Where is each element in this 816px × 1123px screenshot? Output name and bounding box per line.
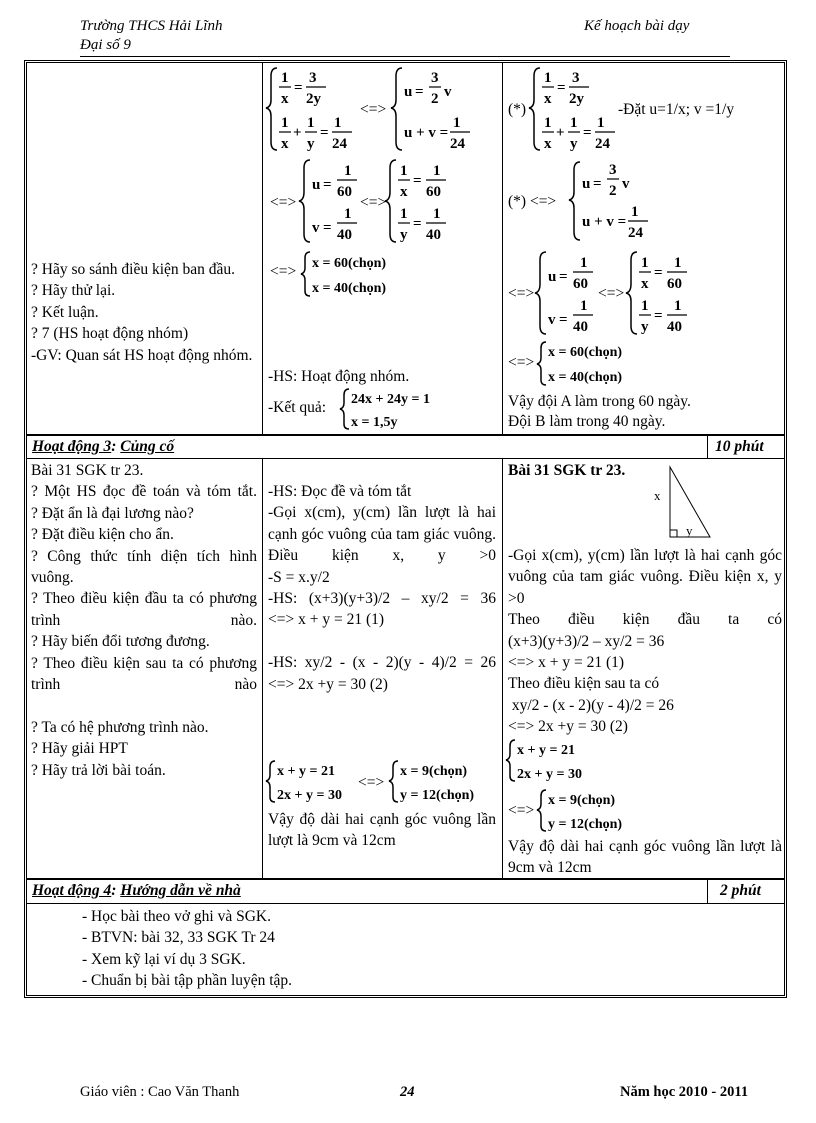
row-divider bbox=[26, 458, 785, 459]
footer-teacher: Giáo viên : Cao Văn Thanh bbox=[80, 1084, 240, 1100]
frac-num: 1 bbox=[453, 115, 461, 131]
frac-num: 1 bbox=[344, 206, 352, 222]
document-title: Kế hoạch bài dạy bbox=[584, 18, 690, 34]
solution-line: x = 9(chọn) bbox=[548, 793, 616, 808]
board-line: (x+3)(y+3)/2 – xy/2 = 36 bbox=[508, 632, 665, 650]
equiv-sign: <=> bbox=[508, 285, 535, 302]
system-line: x + y = 21 bbox=[277, 764, 335, 779]
frac-den: x bbox=[400, 184, 408, 200]
frac-num: 1 bbox=[597, 115, 605, 131]
frac-den: y bbox=[570, 136, 578, 152]
frac-num: 1 bbox=[307, 115, 315, 131]
frac-den: 24 bbox=[450, 136, 465, 152]
equiv-sign: <=> bbox=[270, 263, 297, 280]
frac-den: 40 bbox=[337, 227, 352, 243]
step-line: -HS: Đọc đề và tóm tắt bbox=[268, 483, 412, 500]
row-divider bbox=[26, 903, 785, 904]
frac-den: x bbox=[281, 91, 289, 107]
conclusion-line: Vậy đội A làm trong 60 ngày. bbox=[508, 393, 691, 410]
frac-den: y bbox=[307, 136, 315, 152]
eq-sign: = bbox=[559, 269, 568, 285]
eq-sign: = bbox=[413, 173, 422, 189]
board-line: <=> x + y = 21 (1) bbox=[508, 654, 625, 672]
frac-den: 60 bbox=[573, 276, 588, 292]
system-line: 2x + y = 30 bbox=[277, 788, 342, 803]
board-line: xy/2 - (x - 2)(y - 4)/2 = 26 bbox=[508, 696, 674, 714]
column-divider bbox=[262, 458, 263, 878]
question-line: ? Hãy so sánh điều kiện ban đầu. bbox=[31, 261, 236, 278]
equiv-sign: <=> bbox=[508, 354, 535, 371]
system-line: x + y = 21 bbox=[517, 743, 575, 758]
eq-sign: = bbox=[654, 265, 663, 281]
step-line: <=> 2x +y = 30 (2) bbox=[268, 675, 388, 693]
frac-den: 2 bbox=[431, 91, 439, 107]
spacer bbox=[268, 631, 496, 652]
step-line: -Gọi x(cm), y(cm) lần lượt là hai cạnh góc vuông của tam giác vuông. Điều kiện x, y >0 bbox=[268, 504, 496, 565]
board-line: Theo điều kiện sau ta có bbox=[508, 675, 660, 693]
frac-num: 1 bbox=[544, 115, 552, 131]
frac-num: 1 bbox=[674, 255, 682, 271]
var-u: u bbox=[582, 176, 591, 192]
eq-sign: = bbox=[323, 220, 332, 236]
frac-num: 1 bbox=[674, 298, 682, 314]
activity3-header: Hoạt động 3: Củng cố bbox=[32, 438, 175, 455]
solution-line: x = 40(chọn) bbox=[548, 370, 623, 385]
step-line: ? Theo điều kiện đầu ta có phương trình nào. bbox=[31, 590, 257, 629]
spacer bbox=[31, 695, 257, 716]
time-divider bbox=[707, 878, 708, 903]
triangle-label-x: x bbox=[654, 488, 661, 503]
frac-den: 24 bbox=[332, 136, 347, 152]
var-v: v bbox=[548, 312, 556, 328]
frac-num: 3 bbox=[572, 70, 580, 86]
frac-den: 2y bbox=[569, 91, 584, 107]
frac-den: 60 bbox=[337, 184, 352, 200]
teacher-steps bbox=[31, 460, 257, 781]
frac-den: 40 bbox=[667, 319, 682, 335]
frac-num: 1 bbox=[400, 163, 408, 179]
step-line: ? Hãy giải HPT bbox=[31, 740, 128, 758]
frac-num: 1 bbox=[641, 298, 649, 314]
activity3-time: 10 phút bbox=[715, 438, 764, 455]
frac-num: 3 bbox=[309, 70, 317, 86]
frac-den: 24 bbox=[628, 225, 643, 241]
column-divider bbox=[262, 62, 263, 434]
activity3-title: Hoạt động 3 bbox=[32, 438, 112, 455]
frac-num: 1 bbox=[433, 163, 441, 179]
student-steps bbox=[268, 481, 496, 695]
step-line: -HS: (x+3)(y+3)/2 – xy/2 = 36 bbox=[268, 590, 496, 608]
frac-den: y bbox=[400, 227, 408, 243]
homework-item: - Chuẩn bị bài tập phần luyện tập. bbox=[82, 972, 293, 990]
plus-sign: + bbox=[556, 125, 565, 141]
frac-num: 1 bbox=[544, 70, 552, 86]
student-math bbox=[264, 62, 500, 434]
question-line: -GV: Quan sát HS hoạt động nhóm. bbox=[31, 346, 253, 364]
subject-name: Đại số 9 bbox=[80, 37, 131, 53]
time-divider bbox=[707, 434, 708, 458]
board-line: <=> 2x +y = 30 (2) bbox=[508, 718, 628, 736]
var-v: v bbox=[312, 220, 320, 236]
board-line: Theo điều kiện đầu ta có bbox=[508, 611, 782, 629]
conclusion-text: Vậy độ dài hai cạnh góc vuông lần lượt là 9cm và 12cm bbox=[268, 811, 496, 850]
question-line: ? Hãy thử lại. bbox=[31, 282, 116, 300]
star-label: (*) bbox=[508, 101, 527, 118]
frac-den: 24 bbox=[595, 136, 610, 152]
frac-den: x bbox=[544, 136, 552, 152]
eq-sign: = bbox=[415, 84, 424, 100]
frac-num: 3 bbox=[609, 162, 617, 178]
solution-line: x = 9(chọn) bbox=[400, 764, 468, 779]
student-conclusion bbox=[268, 809, 496, 852]
frac-num: 1 bbox=[580, 298, 588, 314]
board-solution bbox=[508, 545, 782, 738]
right-triangle-figure bbox=[650, 463, 716, 543]
eq-sign: = bbox=[294, 80, 303, 96]
equiv-sign: <=> bbox=[360, 194, 387, 211]
eq-sign: = bbox=[320, 125, 329, 141]
eq-sign: = bbox=[323, 177, 332, 193]
equiv-sign: <=> bbox=[270, 194, 297, 211]
frac-den: x bbox=[544, 91, 552, 107]
board-system bbox=[504, 736, 784, 834]
equiv-sign: <=> bbox=[598, 285, 625, 302]
result-eq: x = 1,5y bbox=[351, 415, 398, 430]
step-line: ? Theo điều kiện sau ta có phương trình nào bbox=[31, 654, 257, 694]
activity4-name: Hướng dẫn về nhà bbox=[120, 882, 241, 899]
result-eq: 24x + 24y = 1 bbox=[351, 392, 430, 407]
solution-line: y = 12(chọn) bbox=[400, 788, 475, 803]
frac-den: 60 bbox=[667, 276, 682, 292]
var-u: u bbox=[404, 84, 413, 100]
result-label: -Kết quả: bbox=[268, 399, 327, 416]
board-line: -Gọi x(cm), y(cm) lần lượt là hai cạnh góc vuông của tam giác vuông. Điều kiện x, y >0 bbox=[508, 547, 782, 607]
board-conclusion bbox=[508, 836, 782, 879]
solution-line: x = 60(chọn) bbox=[548, 345, 623, 360]
school-name: Trường THCS Hải Lĩnh bbox=[80, 18, 223, 34]
frac-den: y bbox=[641, 319, 649, 335]
student-activity: -HS: Hoạt động nhóm. bbox=[268, 368, 410, 385]
student-system bbox=[264, 757, 500, 807]
step-line: ? Một HS đọc đề toán và tóm tắt. bbox=[31, 483, 257, 501]
frac-den: x bbox=[281, 136, 289, 152]
equiv-sign: <=> bbox=[358, 774, 385, 791]
school-year: Năm học 2010 - 2011 bbox=[620, 1084, 749, 1100]
substitution: -Đặt u=1/x; v =1/y bbox=[618, 101, 735, 118]
header-rule bbox=[80, 56, 730, 57]
conclusion-line: Đội B làm trong 40 ngày. bbox=[508, 413, 666, 430]
activity4-header: Hoạt động 4: Hướng dẫn về nhà bbox=[32, 882, 241, 899]
frac-den: x bbox=[641, 276, 649, 292]
sum-eq: u + v = bbox=[582, 214, 627, 230]
solution-line: x = 60(chọn) bbox=[312, 256, 387, 271]
step-line: -HS: xy/2 - (x - 2)(y - 4)/2 = 26 bbox=[268, 654, 496, 672]
eq-sign: = bbox=[413, 216, 422, 232]
step-line: ? Hãy biến đổi tương đương. bbox=[31, 633, 210, 651]
system-line: 2x + y = 30 bbox=[517, 767, 582, 782]
board-math bbox=[504, 62, 784, 434]
step-line: ? Đặt điều kiện cho ẩn. bbox=[31, 526, 174, 544]
frac-num: 1 bbox=[641, 255, 649, 271]
frac-den: 2 bbox=[609, 183, 617, 199]
step-line: -S = x.y/2 bbox=[268, 568, 330, 586]
activity3-name: Củng cố bbox=[120, 438, 175, 455]
eq-sign: = bbox=[583, 125, 592, 141]
frac-den: 60 bbox=[426, 184, 441, 200]
frac-num: 1 bbox=[400, 206, 408, 222]
question-line: ? Kết luận. bbox=[31, 303, 99, 321]
homework-item: - BTVN: bài 32, 33 SGK Tr 24 bbox=[82, 929, 275, 947]
column-divider bbox=[502, 62, 503, 434]
question-line: ? 7 (HS hoạt động nhóm) bbox=[31, 325, 189, 343]
eq-sign: = bbox=[557, 80, 566, 96]
frac-num: 1 bbox=[433, 206, 441, 222]
sum-eq: u + v = bbox=[404, 125, 449, 141]
frac-num: 1 bbox=[281, 70, 289, 86]
frac-den: 40 bbox=[426, 227, 441, 243]
eq-sign: = bbox=[593, 176, 602, 192]
homework-item: - Học bài theo vở ghi và SGK. bbox=[82, 908, 271, 925]
activity4-time: 2 phút bbox=[720, 882, 761, 899]
teacher-questions bbox=[31, 259, 257, 366]
step-line: ? Hãy trả lời bài toán. bbox=[31, 761, 166, 779]
equiv-sign: <=> bbox=[508, 802, 535, 819]
equiv-sign: <=> bbox=[360, 101, 387, 118]
eq-sign: = bbox=[559, 312, 568, 328]
star-equiv: (*) <=> bbox=[508, 193, 557, 210]
frac-num: 1 bbox=[570, 115, 578, 131]
eq-sign: = bbox=[654, 308, 663, 324]
step-line: ? Đặt ẩn là đại lương nào? bbox=[31, 504, 194, 522]
homework-item: - Xem kỹ lại ví dụ 3 SGK. bbox=[82, 950, 246, 968]
frac-num: 3 bbox=[431, 70, 439, 86]
frac-den: 40 bbox=[573, 319, 588, 335]
frac-num: 1 bbox=[334, 115, 342, 131]
page-number: 24 bbox=[400, 1084, 415, 1100]
frac-num: 1 bbox=[631, 204, 639, 220]
triangle-label-y: y bbox=[686, 523, 693, 538]
step-line: Bài 31 SGK tr 23. bbox=[31, 462, 144, 479]
activity4-title: Hoạt động 4 bbox=[32, 882, 112, 899]
var-v: v bbox=[444, 84, 452, 100]
frac-den: 2y bbox=[306, 91, 321, 107]
solution-line: x = 40(chọn) bbox=[312, 281, 387, 296]
frac-num: 1 bbox=[281, 115, 289, 131]
conclusion-text: Vậy độ dài hai cạnh góc vuông lần lượt là 9cm và 12cm bbox=[508, 838, 782, 877]
frac-num: 1 bbox=[580, 255, 588, 271]
plus-sign: + bbox=[293, 125, 302, 141]
board-title: Bài 31 SGK tr 23. bbox=[508, 462, 626, 479]
column-divider bbox=[502, 458, 503, 878]
homework-list bbox=[82, 906, 292, 992]
solution-line: y = 12(chọn) bbox=[548, 817, 623, 832]
var-u: u bbox=[312, 177, 321, 193]
var-u: u bbox=[548, 269, 557, 285]
frac-num: 1 bbox=[344, 163, 352, 179]
var-v: v bbox=[622, 176, 630, 192]
step-line: ? Ta có hệ phương trình nào. bbox=[31, 718, 209, 736]
step-line: ? Công thức tính diện tích hình vuông. bbox=[31, 547, 257, 587]
step-line: <=> x + y = 21 (1) bbox=[268, 611, 385, 629]
